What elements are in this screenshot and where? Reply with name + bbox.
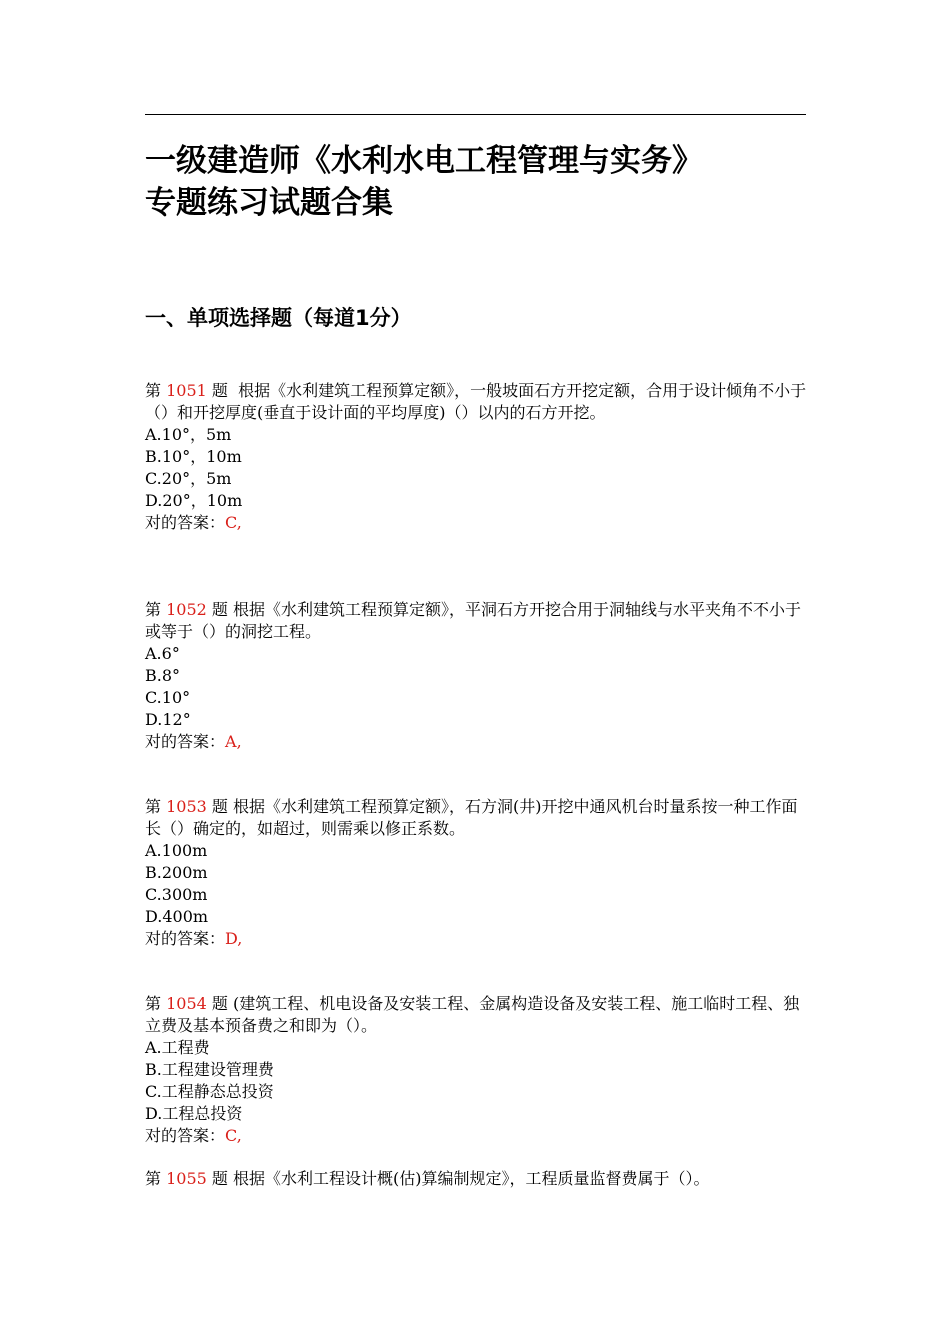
option-c: C.300m (145, 885, 208, 904)
answer-line (145, 731, 810, 753)
option-a: A.100m (145, 841, 208, 860)
option-b: B.10°，10m (145, 447, 242, 466)
answer-line (145, 928, 810, 950)
option-a: A.10°，5m (145, 425, 232, 444)
question-stem (145, 380, 810, 424)
question-suffix: 题 (211, 994, 228, 1013)
question-text: 根据《水利工程设计概(估)算编制规定》，工程质量监督费属于（）。 (233, 1169, 710, 1188)
option-a: A.6° (145, 644, 180, 663)
question-1051 (145, 380, 810, 534)
question-1052 (145, 599, 810, 753)
question-stem (145, 599, 810, 643)
question-stem (145, 1168, 810, 1190)
question-text: 根据《水利建筑工程预算定额》，一般坡面石方开挖定额，合用于设计倾角不小于（）和开挖厚度(垂直于设计面的平均厚度)（）以内的石方开挖。 (145, 381, 807, 422)
question-1055 (145, 1168, 810, 1190)
option-b: B.8° (145, 666, 181, 685)
answer-line (145, 512, 810, 534)
question-1053 (145, 796, 810, 950)
option-a: A.工程费 (145, 1038, 210, 1057)
question-prefix: 第 (145, 797, 162, 816)
question-1054 (145, 993, 810, 1147)
question-suffix: 题 (211, 600, 228, 619)
option-d: D.工程总投资 (145, 1104, 243, 1123)
answer-label: 对的答案： (145, 1126, 226, 1145)
question-stem (145, 993, 810, 1037)
header-rule (145, 114, 806, 115)
question-prefix: 第 (145, 381, 162, 400)
question-text: 根据《水利建筑工程预算定额》，石方洞(井)开挖中通风机台时量系按一种工作面长（）确定的，如超过，则需乘以修正系数。 (145, 797, 798, 838)
document-title (145, 140, 815, 224)
question-number: 1052 (166, 600, 207, 619)
answer-label: 对的答案： (145, 513, 226, 532)
question-prefix: 第 (145, 1169, 162, 1188)
option-c: C.20°，5m (145, 469, 232, 488)
answer-label: 对的答案： (145, 929, 226, 948)
question-text: 根据《水利建筑工程预算定额》，平洞石方开挖合用于洞轴线与水平夹角不不小于或等于（）的洞挖工程。 (145, 600, 802, 641)
question-suffix: 题 (211, 797, 228, 816)
question-prefix: 第 (145, 994, 162, 1013)
question-number: 1053 (166, 797, 207, 816)
option-d: D.12° (145, 710, 191, 729)
answer-value: C, (225, 513, 242, 532)
answer-value: C, (225, 1126, 242, 1145)
question-suffix: 题 (211, 381, 228, 400)
answer-label: 对的答案： (145, 732, 226, 751)
answer-value: D, (225, 929, 243, 948)
question-number: 1051 (166, 381, 207, 400)
option-b: B.工程建设管理费 (145, 1060, 274, 1079)
option-c: C.10° (145, 688, 191, 707)
option-b: B.200m (145, 863, 208, 882)
question-number: 1054 (166, 994, 207, 1013)
question-suffix: 题 (211, 1169, 228, 1188)
title-line-1: 一级建造师《水利水电工程管理与实务》 (145, 143, 703, 179)
question-number: 1055 (166, 1169, 207, 1188)
question-prefix: 第 (145, 600, 162, 619)
section-heading: 一、单项选择题（每道1分） (145, 306, 412, 330)
option-c: C.工程静态总投资 (145, 1082, 274, 1101)
question-stem (145, 796, 810, 840)
answer-line (145, 1125, 810, 1147)
answer-value: A, (225, 732, 242, 751)
question-text: (建筑工程、机电设备及安装工程、金属构造设备及安装工程、施工临时工程、独立费及基本预备费之和即为（）。 (145, 994, 800, 1035)
option-d: D.400m (145, 907, 209, 926)
title-line-2: 专题练习试题合集 (145, 185, 393, 221)
option-d: D.20°，10m (145, 491, 243, 510)
